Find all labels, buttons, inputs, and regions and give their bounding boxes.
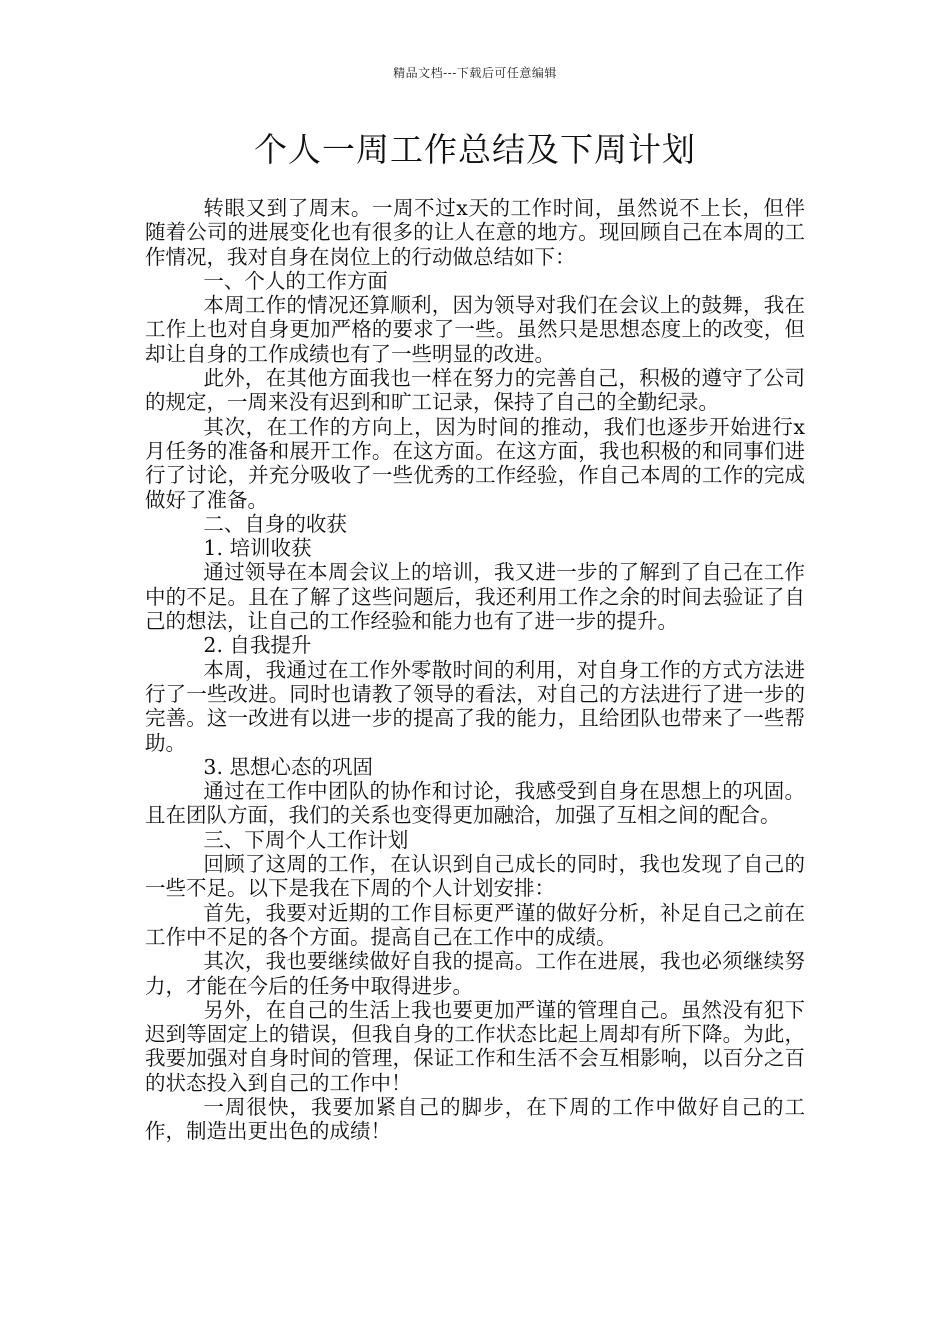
document-body	[145, 196, 805, 1144]
section-heading-plan: 三、下周个人工作计划	[203, 827, 409, 852]
document-title: 个人一周工作总结及下周计划	[254, 130, 696, 169]
section-heading-work: 一、个人的工作方面	[203, 268, 388, 293]
body-paragraph: 通过领导在本周会议上的培训，我又进一步的了解到了自己在工作中的不足。且在了解了这些问题后，我还利用工作之余的时间去验证了自己的想法，让自己的工作经验和能力也有了进一步的提升。	[145, 560, 805, 634]
body-paragraph: 首先，我要对近期的工作目标更严谨的做好分析，补足自己之前在工作中不足的各个方面。提高自己在工作中的成绩。	[145, 900, 805, 949]
closing-paragraph: 一周很快，我要加紧自己的脚步，在下周的工作中做好自己的工作，制造出更出色的成绩！	[145, 1094, 805, 1144]
body-paragraph: 本周工作的情况还算顺利，因为领导对我们在会议上的鼓舞，我在工作上也对自身更加严格的要求了一些。虽然只是思想态度上的改变，但却让自身的工作成绩也有了一些明显的改进。	[145, 293, 805, 366]
body-paragraph: 本周，我通过在工作外零散时间的利用，对自身工作的方式方法进行了一些改进。同时也请教了领导的看法，对自己的方法进行了进一步的完善。这一改进有以进一步的提高了我的能力，且给团队也带来了一些帮助。	[145, 657, 805, 755]
subheading-training: 1. 培训收获	[203, 536, 312, 561]
body-paragraph: 通过在工作中团队的协作和讨论，我感受到自身在思想上的巩固。且在团队方面，我们的关系也变得更加融洽，加强了互相之间的配合。	[145, 779, 805, 828]
subheading-mindset: 3. 思想心态的巩固	[203, 754, 373, 779]
body-paragraph: 另外，在自己的生活上我也要更加严谨的管理自己。虽然没有犯下迟到等固定上的错误，但我自身的工作状态比起上周却有所下降。为此，我要加强对自身时间的管理，保证工作和生活不会互相影响，以百分之百的状态投入到自己的工作中！	[145, 997, 805, 1095]
intro-paragraph: 转眼又到了周末。一周不过x天的工作时间，虽然说不上长，但伴随着公司的进展变化也有很多的让人在意的地方。现回顾自己在本周的工作情况，我对自身在岗位上的行动做总结如下：	[145, 196, 805, 269]
body-paragraph: 其次，在工作的方向上，因为时间的推动，我们也逐步开始进行x月任务的准备和展开工作。在这方面。在这方面，我也积极的和同事们进行了讨论，并充分吸收了一些优秀的工作经验，作自己本周的工作的完成做好了准备。	[145, 414, 805, 512]
body-paragraph: 此外，在其他方面我也一样在努力的完善自己，积极的遵守了公司的规定，一周来没有迟到和旷工记录，保持了自己的全勤纪录。	[145, 366, 805, 415]
page-header-note: 精品文档---下载后可任意编辑	[393, 66, 557, 80]
body-paragraph: 其次，我也要继续做好自我的提高。工作在进展，我也必须继续努力，才能在今后的任务中取得进步。	[145, 949, 805, 998]
subheading-self-improvement: 2. 自我提升	[203, 633, 312, 658]
section-heading-gains: 二、自身的收获	[203, 511, 347, 536]
body-paragraph: 回顾了这周的工作，在认识到自己成长的同时，我也发现了自己的一些不足。以下是我在下周的个人计划安排：	[145, 852, 805, 901]
